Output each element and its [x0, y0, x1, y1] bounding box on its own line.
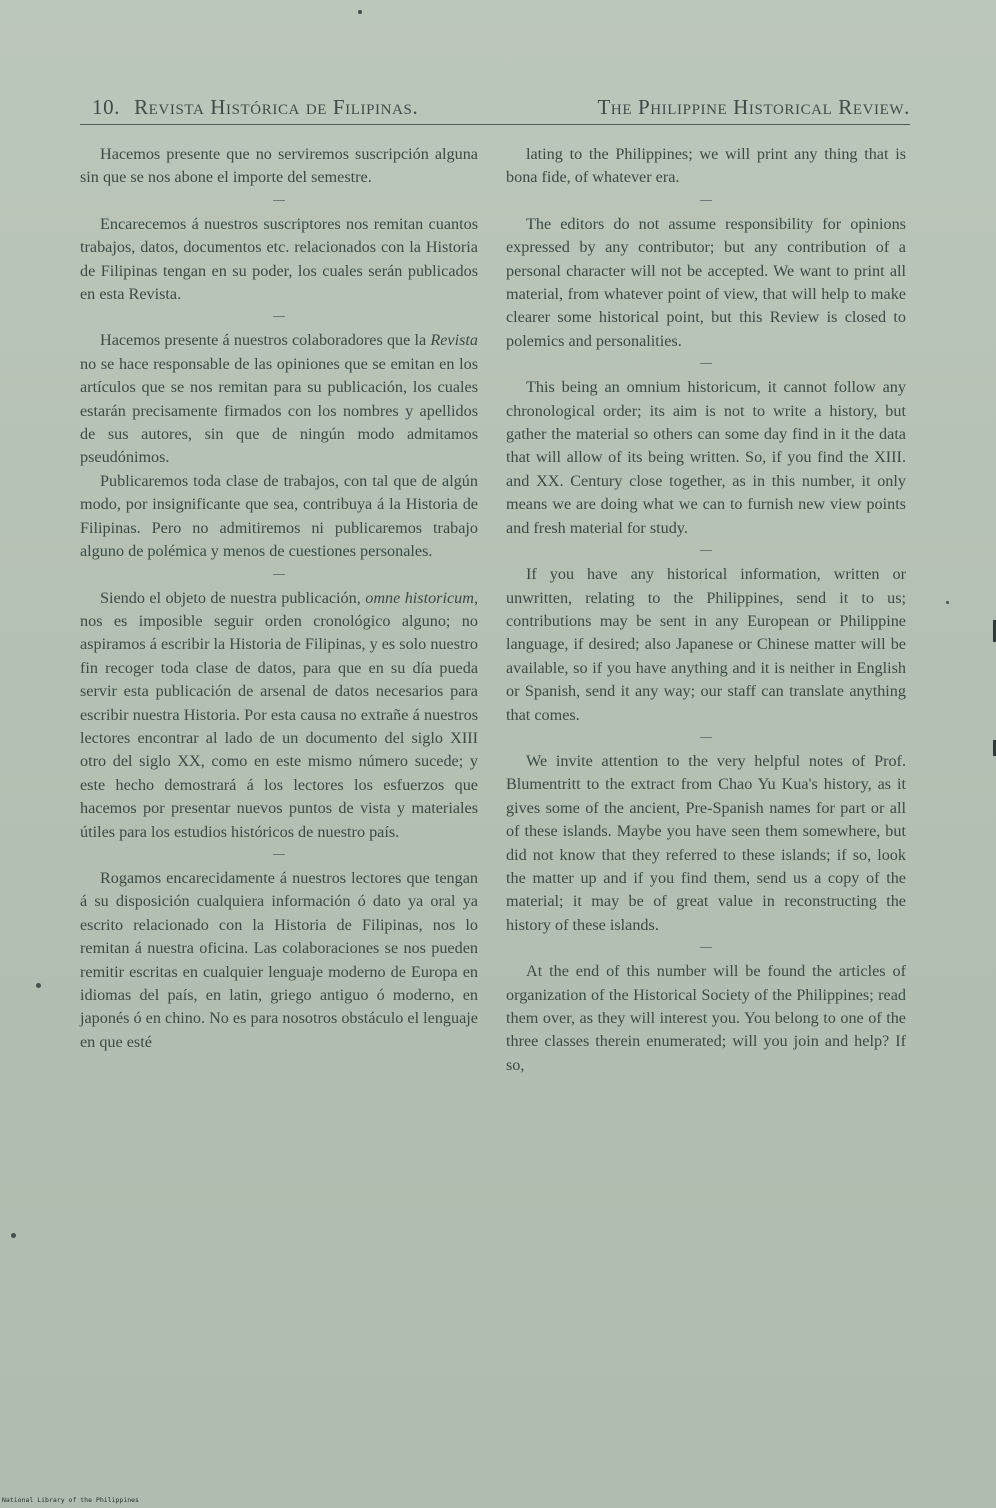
- paragraph: [80, 587, 478, 844]
- paragraph: [80, 867, 478, 1054]
- text-run: nos es imposible seguir orden cronológico alguno; no aspiramos á escribir la Historia de Filipinas, y es solo nuestro fin recoger toda clase de datos, para que en su día pueda servir esta publicación de arsenal de datos necesarios para escribir nuestra Historia. Por esta causa no extrañe á nuestros lectores encontrar al lado de un documento del siglo XIII otro del siglo XX, como en este mismo número sucede; y este hecho demostrará á los lectores los esfuerzos que hacemos por presentar nuevos puntos de vista y materiales útiles para los estudios históricos de nuestro país.: [80, 611, 478, 841]
- italic-text: Revista: [430, 331, 478, 350]
- paragraph: [80, 213, 478, 307]
- english-column: [506, 143, 906, 1077]
- text-run: Siendo el objeto de nuestra publicación,: [100, 588, 366, 607]
- spanish-column: [80, 143, 478, 1054]
- header-left: [92, 95, 418, 120]
- paragraph: [506, 376, 906, 540]
- text-run: no se hace responsable de las opiniones que se emitan en los artículos que se nos remitan para su publicación, los cuales estarán precisamente firmados con los nombres y apellidos de sus autores, sin que de ningún modo admitamos pseudónimos.: [80, 354, 478, 467]
- library-credit: National Library of the Philippines: [2, 1496, 139, 1504]
- page-number: 10.: [92, 95, 121, 119]
- header-rule: [80, 124, 910, 125]
- section-separator: [273, 574, 285, 575]
- running-header: [92, 86, 910, 120]
- text-run: Rogamos encarecidamente á nuestros lectores que tengan á su disposición cualquiera información ó dato ya oral ya escrito relacionado con la Historia de Filipinas, nos lo remitan á nuestra oficina. Las colaboraciones se nos pueden remitir escritas en cualquier lenguaje moderno de Europa en idiomas del país, en latin, griego antiguo ó moderno, en japonés ó en chino. No es para nosotros obstáculo el lenguaje en que esté: [80, 868, 478, 1051]
- paragraph: [80, 329, 478, 469]
- ink-speck: [358, 10, 362, 14]
- section-separator: [273, 854, 285, 855]
- text-run: Publicaremos toda clase de trabajos, con tal que de algún modo, por insignificante que sea, contribuya á la Historia de Filipinas. Pero no admitiremos ni publicaremos trabajo alguno de polémica y menos de cuestiones personales.: [80, 471, 478, 561]
- section-separator: [700, 737, 712, 738]
- paragraph: [506, 143, 906, 190]
- section-separator: [700, 200, 712, 201]
- english-title: The Philippine Historical Review.: [597, 95, 910, 119]
- paragraph: [506, 960, 906, 1077]
- text-run: We invite attention to the very helpful notes of Prof. Blumentritt to the extract from Chao Yu Kua's history, as it gives some of the ancient, Pre-Spanish names for part or all of these islands. Maybe you have seen them somewhere, but did not know that they referred to these islands; if so, look the matter up and if you find them, send us a copy of the material; it may be of great value in reconstructing the history of these islands.: [506, 751, 906, 934]
- paragraph: [80, 470, 478, 564]
- section-separator: [273, 200, 285, 201]
- section-separator: [273, 316, 285, 317]
- text-run: Hacemos presente á nuestros colaboradores que la: [100, 331, 431, 350]
- text-run: lating to the Philippines; we will print any thing that is bona fide, of whatever era.: [506, 145, 906, 187]
- ink-speck: [946, 601, 949, 604]
- paragraph: [506, 213, 906, 353]
- text-run: At the end of this number will be found the articles of organization of the Historical Society of the Philippines; read them over, as they will interest you. You belong to one of the three classes therein enumerated; will you join and help? If so,: [506, 962, 906, 1074]
- paragraph: [506, 563, 906, 727]
- ink-speck: [36, 983, 41, 988]
- ink-speck: [11, 1233, 16, 1238]
- paragraph: [80, 143, 478, 190]
- section-separator: [700, 947, 712, 948]
- spanish-title: Revista Histórica de Filipinas.: [134, 95, 419, 119]
- section-separator: [700, 550, 712, 551]
- text-run: Hacemos presente que no serviremos suscripción alguna sin que se nos abone el importe del semestre.: [80, 145, 478, 187]
- section-separator: [700, 363, 712, 364]
- paragraph: [506, 750, 906, 937]
- text-run: The editors do not assume responsibility for opinions expressed by any contributor; but any contribution of a personal character will not be accepted. We want to print all material, from whatever point of view, that will help to make clearer some historical point, but this Review is closed to polemics and personalities.: [506, 214, 906, 350]
- text-run: If you have any historical information, written or unwritten, relating to the Philippines, send it to us; contributions may be sent in any European or Philippine language, if desired; also Japanese or Chinese matter will be available, so if you have anything and it is neither in English or Spanish, send it any way; our staff can translate anything that comes.: [506, 565, 906, 724]
- italic-text: omne historicum,: [365, 588, 478, 607]
- text-run: Encarecemos á nuestros suscriptores nos remitan cuantos trabajos, datos, documentos etc. relacionados con la Historia de Filipinas tengan en su poder, los cuales serán publicados en esta Revista.: [80, 214, 478, 304]
- text-run: This being an omnium historicum, it cannot follow any chronological order; its aim is not to write a history, but gather the material so others can some day find in it the data that will allow of its being written. So, if you find the XIII. and XX. Century close together, as in this number, it only means we are doing what we can to furnish new view points and fresh material for study.: [506, 378, 906, 537]
